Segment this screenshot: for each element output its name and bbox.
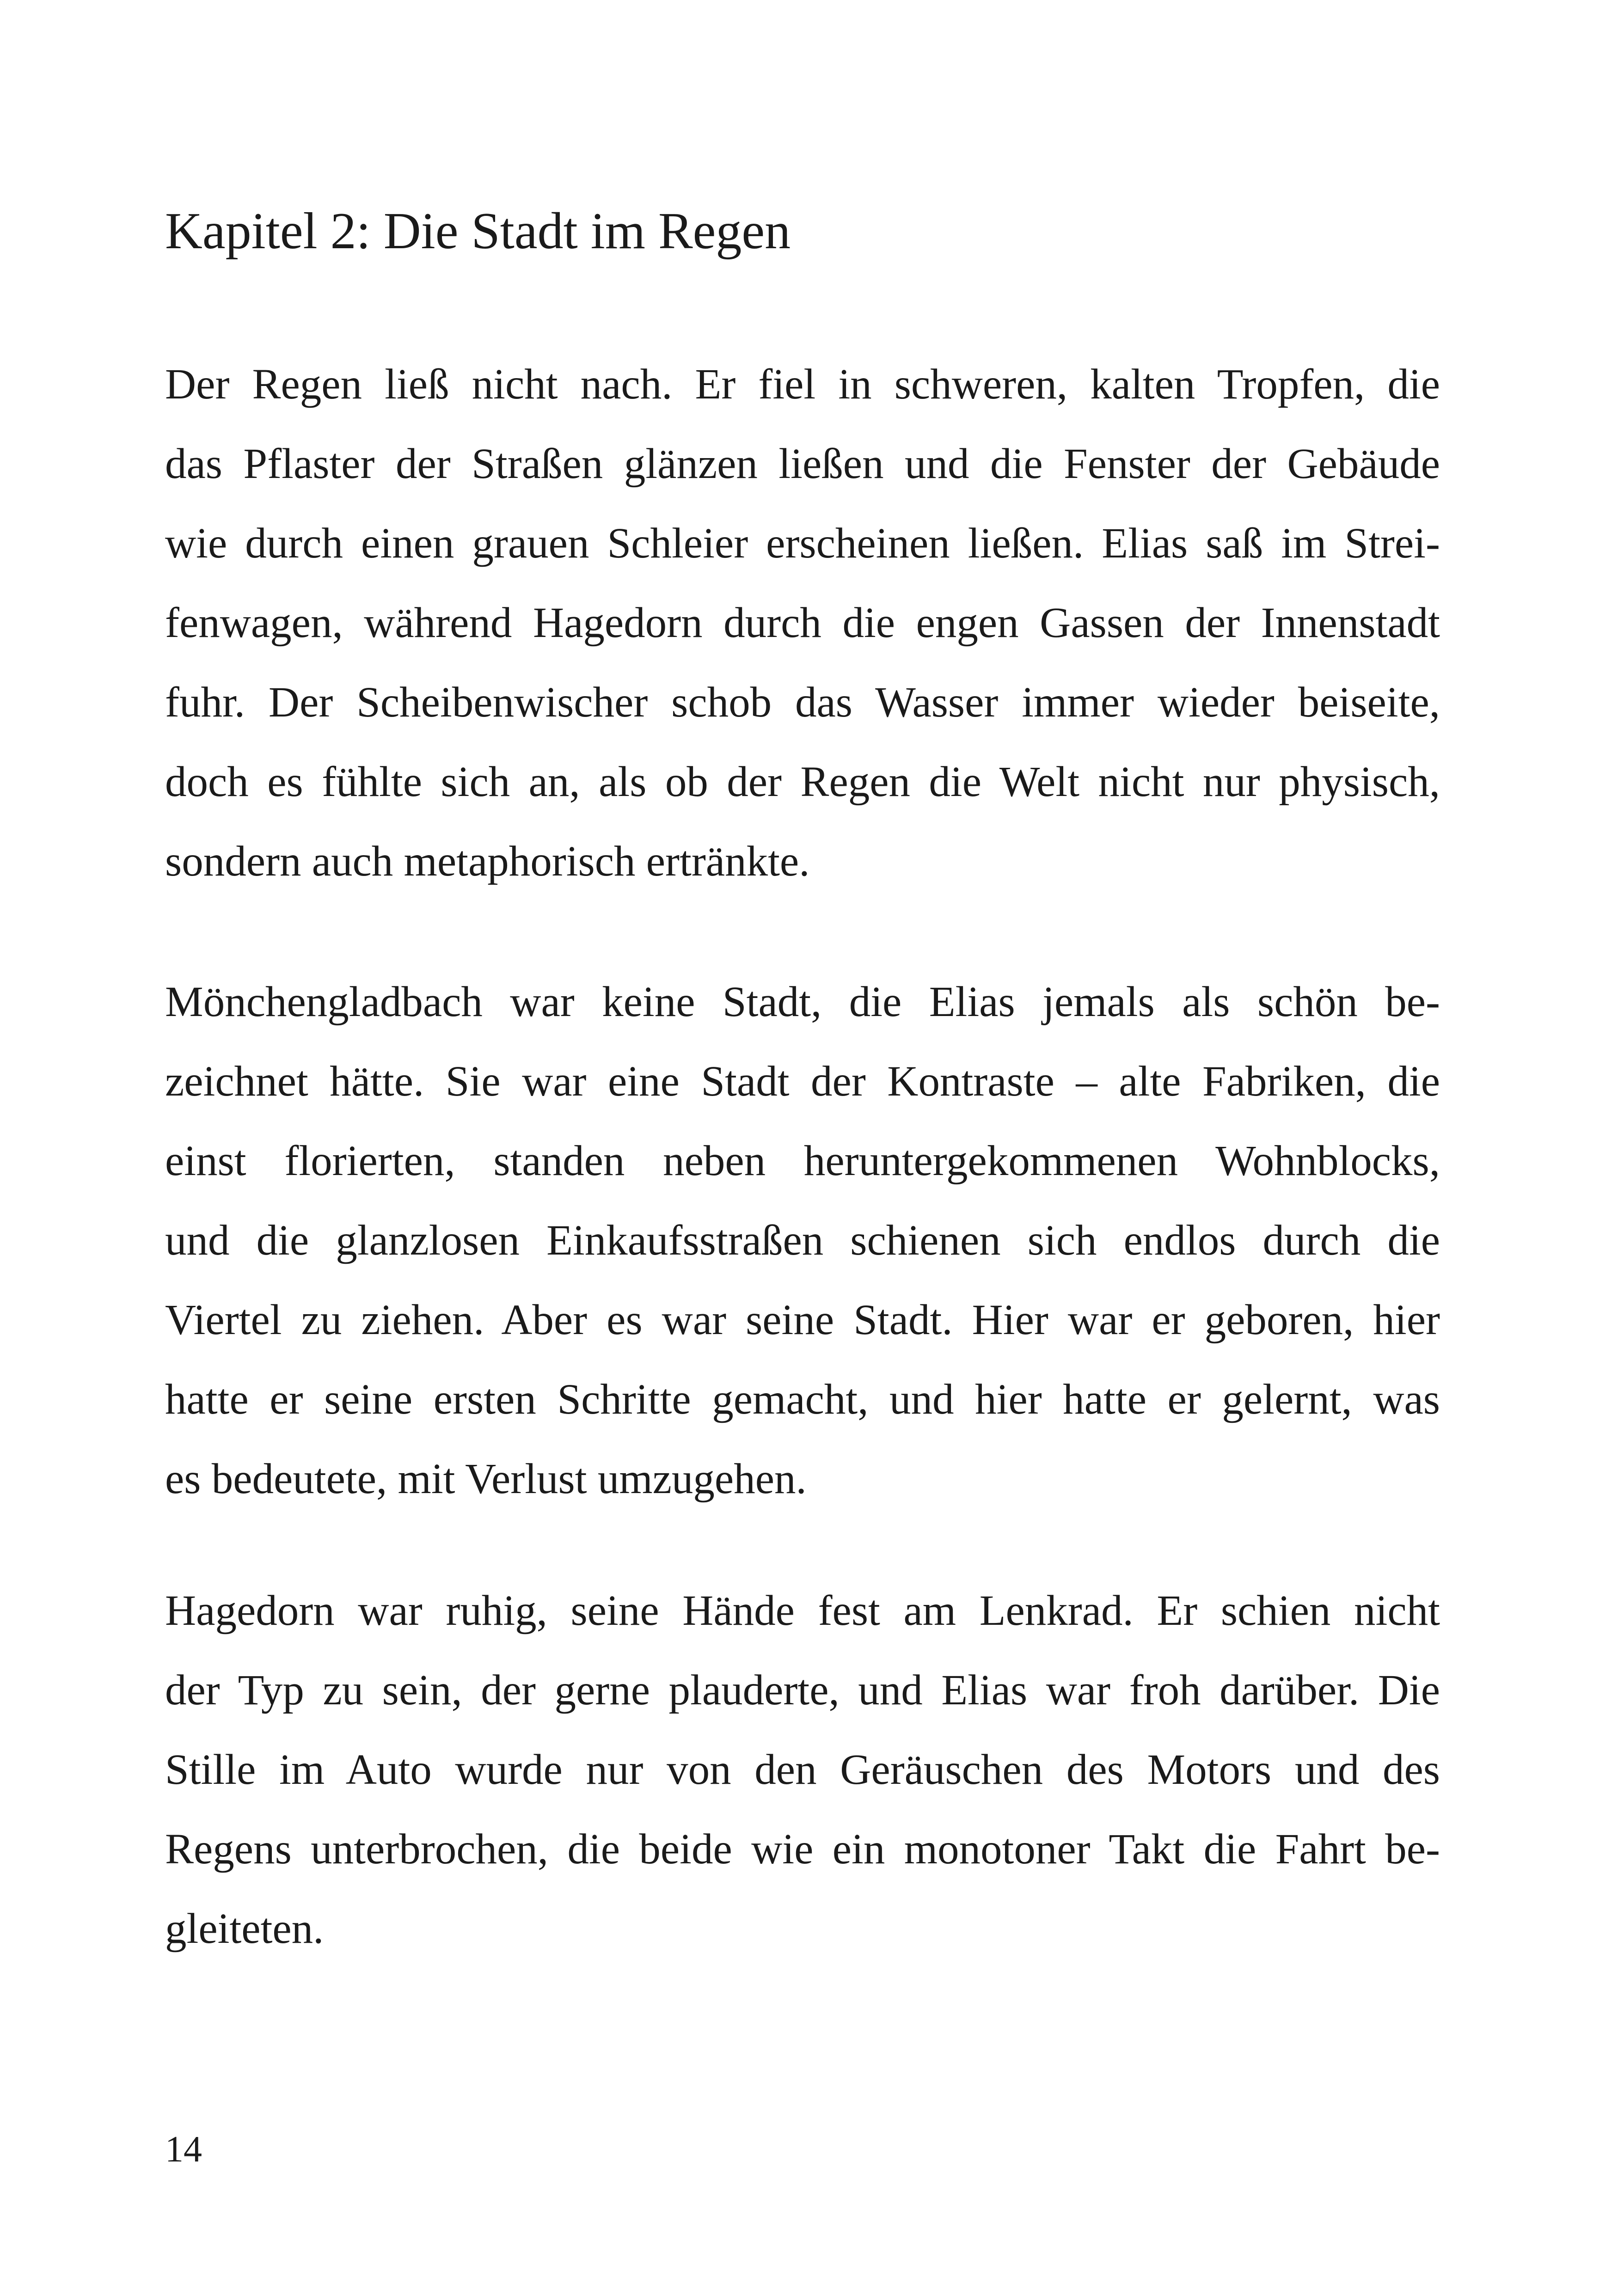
- paragraph-1: [165, 345, 1440, 901]
- text-line: Der Regen ließ nicht nach. Er fiel in schweren, kalten Tropfen, die: [165, 361, 1440, 408]
- text-line: Viertel zu ziehen. Aber es war seine Stadt. Hier war er geboren, hier: [165, 1296, 1440, 1344]
- text-line: und die glanzlosen Einkaufsstraßen schienen sich endlos durch die: [165, 1217, 1440, 1264]
- text-line: hatte er seine ersten Schritte gemacht, und hier hatte er gelernt, was: [165, 1376, 1440, 1423]
- text-line: Regens unterbrochen, die beide wie ein monotoner Takt die Fahrt be-: [165, 1825, 1440, 1873]
- text-line: Hagedorn war ruhig, seine Hände fest am Lenkrad. Er schien nicht: [165, 1587, 1440, 1635]
- text-line: fenwagen, während Hagedorn durch die engen Gassen der Innenstadt: [165, 599, 1440, 647]
- text-line: es bedeutete, mit Verlust umzugehen.: [165, 1455, 807, 1503]
- text-line: zeichnet hätte. Sie war eine Stadt der Kontraste – alte Fabriken, die: [165, 1058, 1440, 1105]
- paragraph-3: [165, 1571, 1440, 1969]
- chapter-title: Kapitel 2: Die Stadt im Regen: [165, 202, 791, 260]
- text-line: der Typ zu sein, der gerne plauderte, und Elias war froh darüber. Die: [165, 1666, 1440, 1714]
- text-line: fuhr. Der Scheibenwischer schob das Wasser immer wieder beiseite,: [165, 679, 1440, 726]
- text-line: Stille im Auto wurde nur von den Geräuschen des Motors und des: [165, 1746, 1440, 1794]
- text-line: Mönchengladbach war keine Stadt, die Elias jemals als schön be-: [165, 978, 1440, 1026]
- text-line: gleiteten.: [165, 1905, 324, 1953]
- text-line: einst florierten, standen neben heruntergekommenen Wohnblocks,: [165, 1137, 1440, 1185]
- text-line: doch es fühlte sich an, als ob der Regen die Welt nicht nur physisch,: [165, 758, 1440, 806]
- text-line: sondern auch metaphorisch ertränkte.: [165, 838, 810, 885]
- paragraph-2: [165, 962, 1440, 1519]
- text-line: das Pflaster der Straßen glänzen ließen und die Fenster der Gebäude: [165, 440, 1440, 488]
- page-number: 14: [165, 2129, 202, 2170]
- text-line: wie durch einen grauen Schleier erscheinen ließen. Elias saß im Strei-: [165, 520, 1440, 567]
